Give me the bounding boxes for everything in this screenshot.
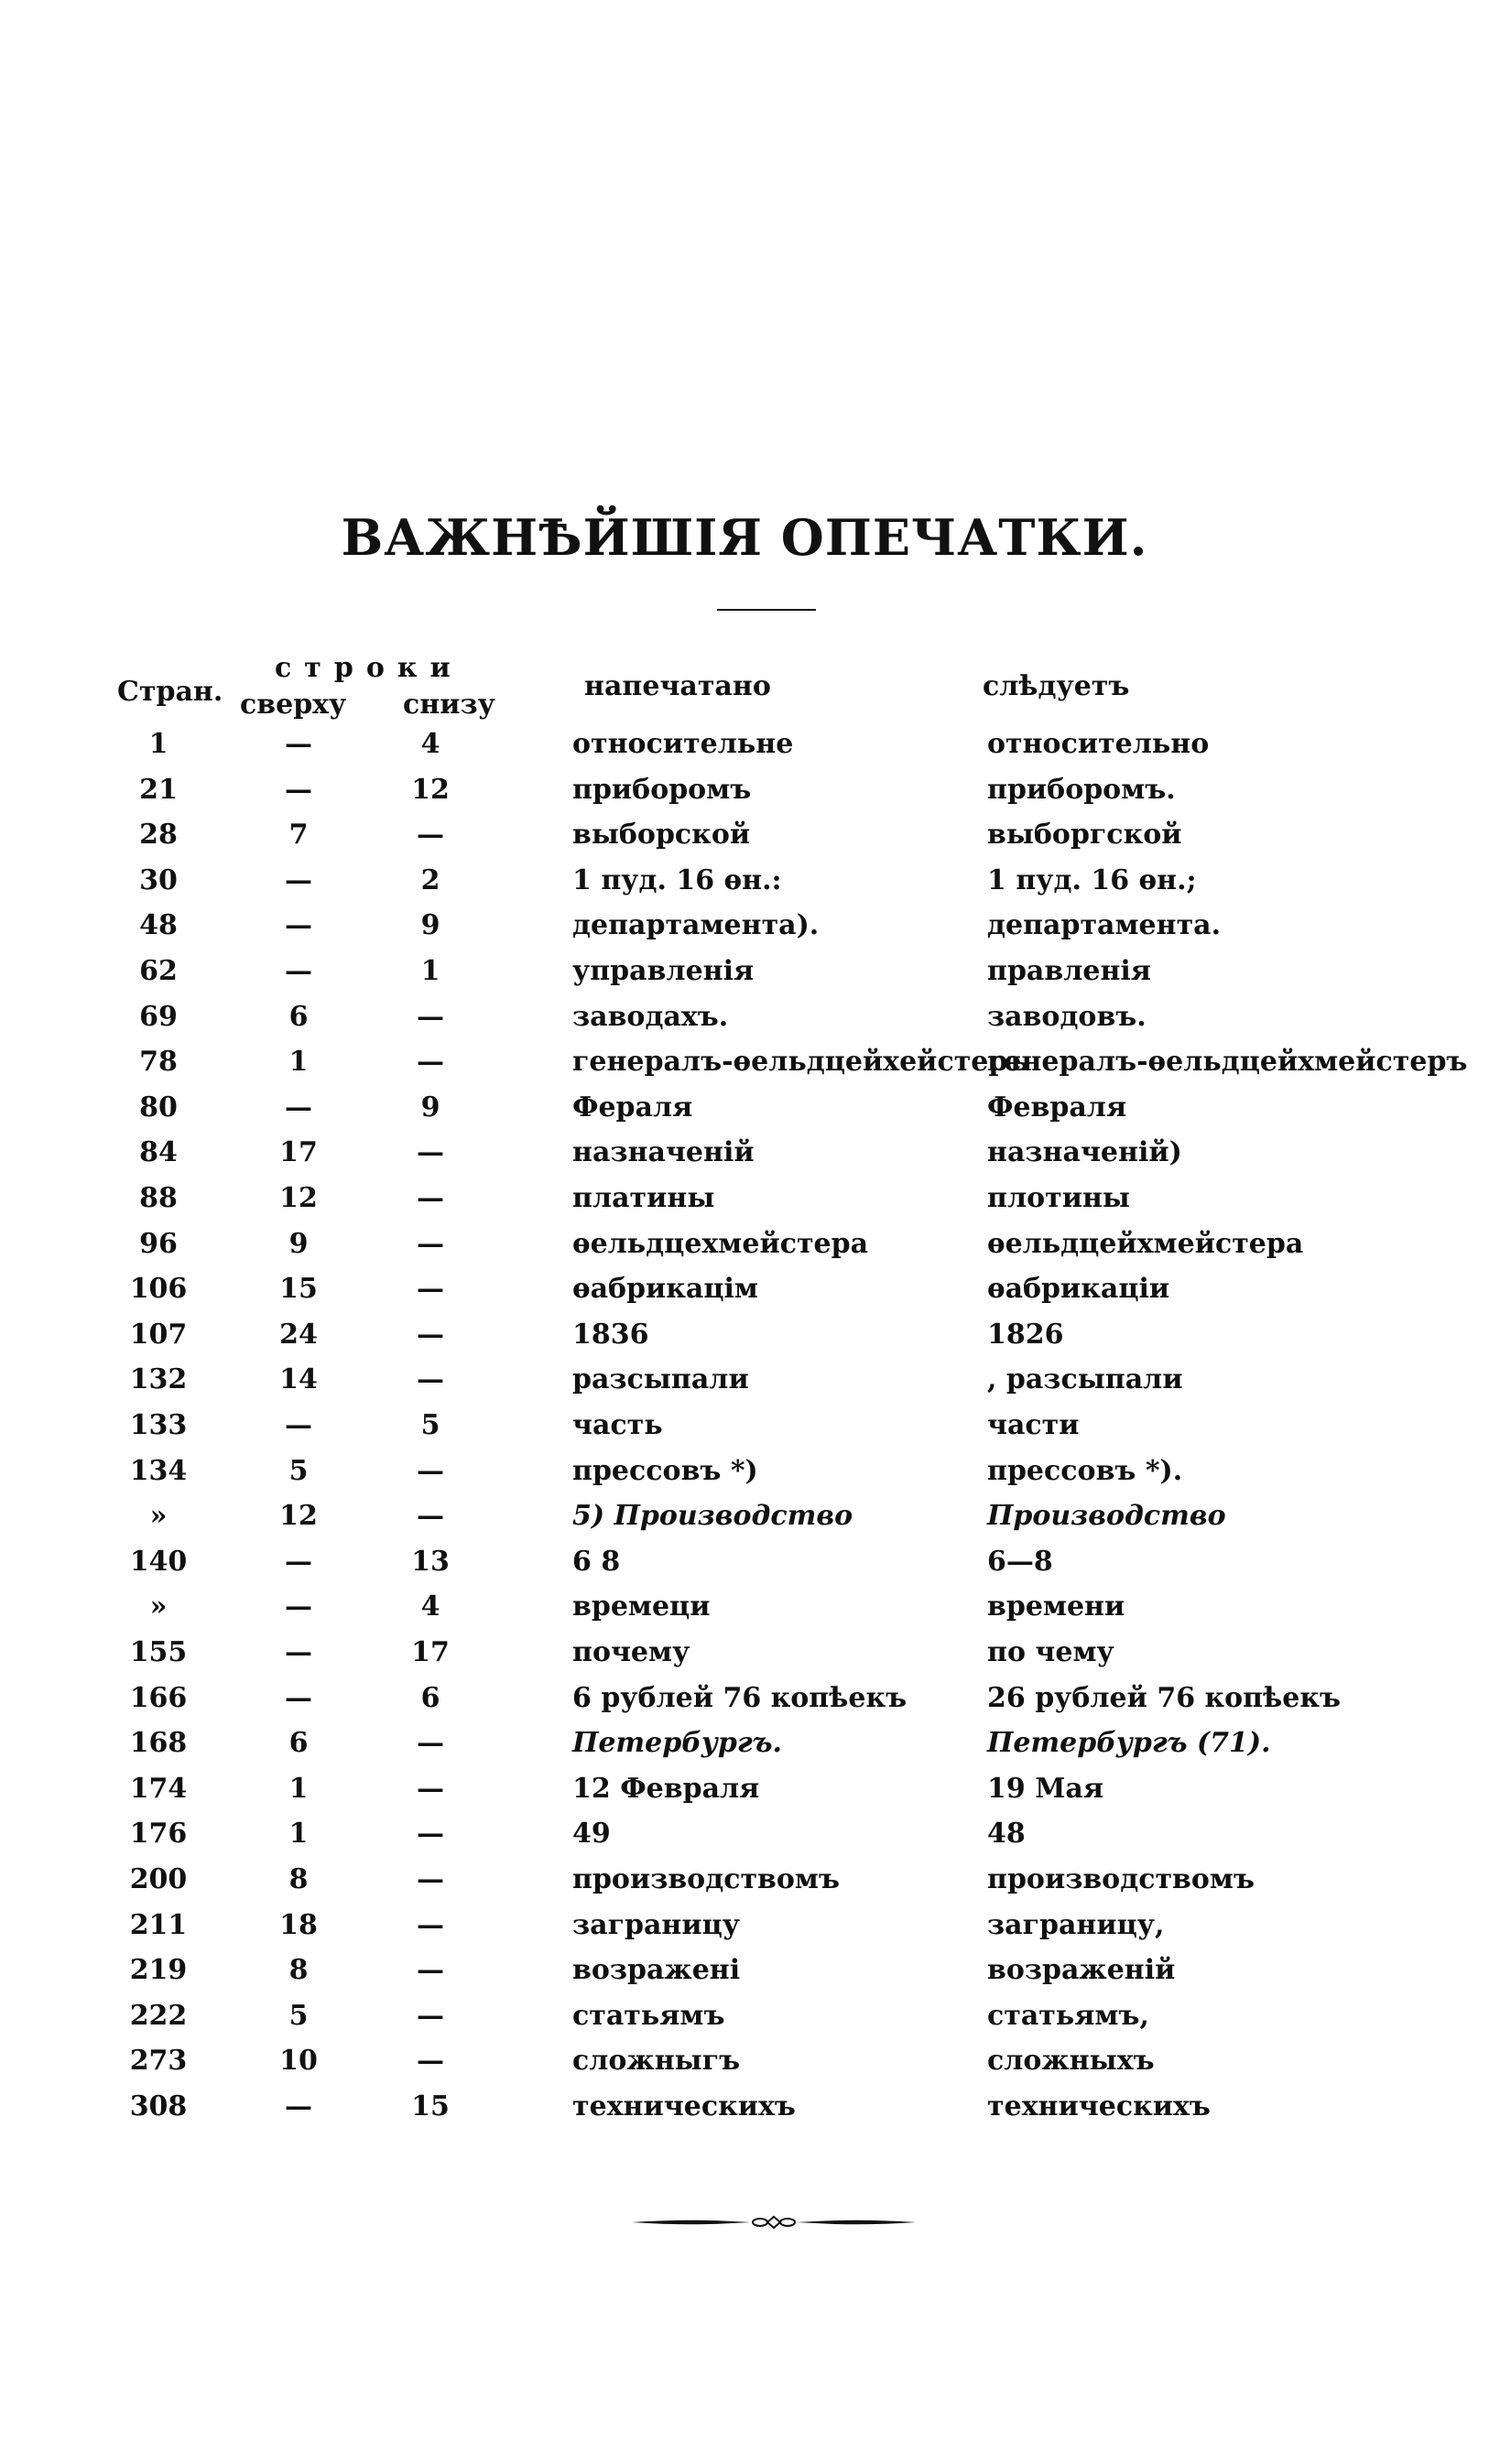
row-page-number: 78 — [139, 1046, 178, 1079]
row-page-number: 133 — [129, 1409, 188, 1441]
row-printed-text: 5) Производство — [572, 1500, 853, 1533]
row-correct-text: 19 Мая — [987, 1772, 1104, 1805]
header-printed: напечатано — [584, 670, 771, 702]
row-line-from-bottom: — — [417, 1727, 444, 1760]
row-line-from-top: — — [285, 955, 312, 987]
row-line-from-top: — — [285, 1409, 312, 1441]
row-printed-text: назначеній — [572, 1136, 755, 1169]
row-printed-text: часть — [572, 1409, 663, 1441]
row-page-number: 96 — [139, 1227, 178, 1260]
errata-row — [0, 1319, 1489, 1361]
row-page-number: 222 — [129, 1999, 188, 2032]
errata-row — [0, 819, 1489, 861]
row-page-number: 132 — [129, 1363, 188, 1396]
row-line-from-bottom: — — [417, 1772, 444, 1805]
row-page-number: 21 — [139, 773, 178, 806]
row-line-from-bottom: 9 — [420, 909, 440, 942]
row-page-number: 166 — [129, 1681, 188, 1714]
row-page-number: 69 — [139, 1000, 178, 1033]
header-from-bottom: снизу — [403, 689, 495, 721]
row-printed-text: генералъ-ѳельдцейхейстеръ — [572, 1046, 1029, 1079]
row-correct-text: заграницу, — [987, 1908, 1165, 1941]
row-page-number: 28 — [139, 819, 178, 852]
ornament-divider — [632, 2213, 916, 2231]
row-line-from-top: 18 — [279, 1908, 318, 1941]
row-page-number: 84 — [139, 1136, 178, 1169]
row-line-from-bottom: — — [417, 1863, 444, 1895]
row-line-from-top: — — [285, 728, 312, 760]
row-correct-text: назначеній) — [987, 1136, 1182, 1169]
errata-row — [0, 1818, 1489, 1860]
row-correct-text: 1 пуд. 16 ѳн.; — [987, 863, 1197, 896]
row-page-number: 62 — [139, 955, 178, 987]
row-printed-text: 49 — [572, 1818, 611, 1851]
errata-row — [0, 1182, 1489, 1224]
row-line-from-top: — — [285, 1091, 312, 1123]
row-correct-text: плотины — [987, 1182, 1130, 1214]
row-correct-text: выборгской — [987, 819, 1182, 852]
row-line-from-top: 1 — [288, 1772, 309, 1805]
row-correct-text: времени — [987, 1590, 1125, 1623]
row-correct-text: правленія — [987, 955, 1151, 987]
row-line-from-bottom: — — [417, 1818, 444, 1851]
errata-row — [0, 2000, 1489, 2042]
row-line-from-bottom: 2 — [420, 863, 440, 896]
row-line-from-top: 12 — [279, 1500, 318, 1533]
row-line-from-bottom: — — [417, 1182, 444, 1214]
row-correct-text: ѳабрикаціи — [987, 1273, 1170, 1306]
errata-row — [0, 1228, 1489, 1270]
row-correct-text: заводовъ. — [987, 1000, 1147, 1033]
row-line-from-top: 24 — [279, 1318, 318, 1351]
row-line-from-top: 7 — [288, 819, 309, 852]
row-printed-text: техническихъ — [572, 2090, 796, 2122]
row-line-from-bottom: 17 — [411, 1636, 450, 1668]
row-line-from-bottom: — — [417, 1999, 444, 2032]
row-line-from-top: — — [285, 863, 312, 896]
row-line-from-top: 10 — [279, 2045, 318, 2078]
row-printed-text: Петербургъ. — [572, 1727, 782, 1760]
errata-row — [0, 1091, 1489, 1134]
row-line-from-bottom: 4 — [420, 728, 440, 760]
row-correct-text: 48 — [987, 1818, 1026, 1851]
row-printed-text: департамента). — [572, 909, 820, 942]
row-printed-text: ѳельдцехмейстера — [572, 1227, 869, 1260]
row-printed-text: относительне — [572, 728, 794, 760]
row-printed-text: прессовъ *) — [572, 1454, 758, 1487]
row-line-from-bottom: — — [417, 1136, 444, 1169]
header-correct: слѣдуетъ — [983, 670, 1130, 702]
row-line-from-top: 1 — [288, 1046, 309, 1079]
errata-row — [0, 1773, 1489, 1815]
errata-row — [0, 2045, 1489, 2087]
row-printed-text: управленія — [572, 955, 755, 987]
row-correct-text: генералъ-ѳельдцейхмейстеръ — [987, 1046, 1468, 1079]
row-line-from-bottom: — — [417, 1046, 444, 1079]
row-line-from-bottom: — — [417, 1454, 444, 1487]
row-printed-text: 1 пуд. 16 ѳн.: — [572, 863, 782, 896]
errata-row — [0, 1682, 1489, 1724]
row-page-number: 174 — [129, 1772, 188, 1805]
row-correct-text: приборомъ. — [987, 773, 1176, 806]
row-line-from-bottom: 1 — [420, 955, 440, 987]
row-page-number: 106 — [129, 1273, 188, 1306]
row-line-from-top: 9 — [288, 1227, 309, 1260]
row-correct-text: департамента. — [987, 909, 1222, 942]
row-line-from-top: 5 — [288, 1454, 309, 1487]
row-line-from-bottom: — — [417, 1908, 444, 1941]
row-line-from-top: — — [285, 1681, 312, 1714]
row-correct-text: возраженій — [987, 1954, 1176, 1987]
row-page-number: 273 — [129, 2045, 188, 2078]
errata-row — [0, 1863, 1489, 1905]
row-line-from-top: 8 — [288, 1863, 309, 1895]
row-printed-text: сложныгъ — [572, 2045, 741, 2078]
row-line-from-top: 15 — [279, 1273, 318, 1306]
row-page-number: 134 — [129, 1454, 188, 1487]
header-from-top: сверху — [240, 689, 347, 721]
row-line-from-bottom: — — [417, 1227, 444, 1260]
row-line-from-top: — — [285, 1590, 312, 1623]
errata-row — [0, 1636, 1489, 1678]
row-correct-text: относительно — [987, 728, 1210, 760]
row-printed-text: приборомъ — [572, 773, 752, 806]
row-page-number: » — [149, 1590, 168, 1623]
row-line-from-top: — — [285, 1636, 312, 1668]
row-page-number: » — [149, 1500, 168, 1533]
row-correct-text: Производство — [987, 1500, 1226, 1533]
row-page-number: 88 — [139, 1182, 178, 1214]
row-correct-text: Петербургъ (71). — [987, 1727, 1271, 1760]
row-printed-text: 6 8 — [572, 1545, 621, 1578]
errata-row — [0, 909, 1489, 951]
errata-row — [0, 774, 1489, 816]
errata-row — [0, 864, 1489, 906]
errata-row — [0, 1455, 1489, 1497]
errata-row — [0, 1136, 1489, 1178]
row-line-from-bottom: — — [417, 1500, 444, 1533]
row-page-number: 1 — [148, 728, 168, 760]
row-page-number: 107 — [129, 1318, 188, 1351]
row-printed-text: статьямъ — [572, 1999, 725, 2032]
row-correct-text: по чему — [987, 1636, 1114, 1668]
row-line-from-top: 5 — [288, 1999, 309, 2032]
row-correct-text: техническихъ — [987, 2090, 1211, 2122]
row-line-from-top: 8 — [288, 1954, 309, 1987]
row-line-from-top: 1 — [288, 1818, 309, 1851]
row-correct-text: производствомъ — [987, 1863, 1255, 1895]
row-correct-text: ѳельдцейхмейстера — [987, 1227, 1304, 1260]
row-page-number: 155 — [129, 1636, 188, 1668]
row-line-from-bottom: — — [417, 1318, 444, 1351]
row-correct-text: сложныхъ — [987, 2045, 1155, 2078]
row-line-from-bottom: 12 — [411, 773, 450, 806]
row-page-number: 219 — [129, 1954, 188, 1987]
errata-row — [0, 1046, 1489, 1088]
row-line-from-bottom: — — [417, 1273, 444, 1306]
row-page-number: 176 — [129, 1818, 188, 1851]
row-line-from-bottom: — — [417, 1954, 444, 1987]
row-line-from-bottom: 15 — [411, 2090, 450, 2122]
row-correct-text: , разсыпали — [987, 1363, 1183, 1396]
row-printed-text: ѳабрикацім — [572, 1273, 758, 1306]
errata-row — [0, 1590, 1489, 1633]
row-page-number: 80 — [139, 1091, 178, 1123]
errata-row — [0, 1546, 1489, 1588]
errata-row — [0, 1001, 1489, 1043]
row-line-from-bottom: 5 — [420, 1409, 440, 1441]
row-printed-text: почему — [572, 1636, 690, 1668]
row-page-number: 211 — [129, 1908, 188, 1941]
row-printed-text: выборской — [572, 819, 751, 852]
row-printed-text: платины — [572, 1182, 715, 1214]
row-correct-text: Февраля — [987, 1091, 1127, 1123]
row-printed-text: производствомъ — [572, 1863, 840, 1895]
row-line-from-bottom: 13 — [411, 1545, 450, 1578]
row-line-from-bottom: — — [417, 819, 444, 852]
row-printed-text: возражені — [572, 1954, 741, 1987]
errata-row — [0, 1273, 1489, 1315]
row-line-from-top: — — [285, 1545, 312, 1578]
row-correct-text: 1826 — [987, 1318, 1064, 1351]
row-printed-text: 6 рублей 76 копѣекъ — [572, 1681, 908, 1714]
row-page-number: 48 — [139, 909, 178, 942]
row-correct-text: 6—8 — [987, 1545, 1053, 1578]
page-title: ВАЖНѢЙШІЯ ОПЕЧАТКИ. — [341, 508, 1148, 567]
row-page-number: 308 — [129, 2090, 188, 2122]
row-line-from-top: — — [285, 909, 312, 942]
row-line-from-top: — — [285, 2090, 312, 2122]
errata-row — [0, 728, 1489, 770]
row-line-from-top: 17 — [279, 1136, 318, 1169]
errata-row — [0, 1954, 1489, 1996]
errata-row — [0, 1409, 1489, 1451]
row-correct-text: статьямъ, — [987, 1999, 1149, 2032]
row-correct-text: части — [987, 1409, 1080, 1441]
title-rule — [717, 609, 816, 611]
row-line-from-bottom: 4 — [420, 1590, 440, 1623]
row-page-number: 30 — [139, 863, 178, 896]
errata-row — [0, 2090, 1489, 2133]
row-line-from-bottom: — — [417, 1000, 444, 1033]
errata-row — [0, 955, 1489, 997]
errata-row — [0, 1500, 1489, 1542]
row-printed-text: заводахъ. — [572, 1000, 729, 1033]
row-printed-text: Фераля — [572, 1091, 693, 1123]
row-line-from-top: 6 — [288, 1727, 309, 1760]
errata-row — [0, 1363, 1489, 1406]
row-printed-text: 1836 — [572, 1318, 649, 1351]
header-page: Стран. — [117, 676, 223, 708]
row-correct-text: прессовъ *). — [987, 1454, 1183, 1487]
errata-row — [0, 1909, 1489, 1951]
row-correct-text: 26 рублей 76 копѣекъ — [987, 1681, 1342, 1714]
row-line-from-bottom: 9 — [420, 1091, 440, 1123]
row-line-from-top: — — [285, 773, 312, 806]
row-printed-text: разсыпали — [572, 1363, 749, 1396]
row-line-from-bottom: — — [417, 1363, 444, 1396]
row-page-number: 200 — [129, 1863, 188, 1895]
row-printed-text: времеци — [572, 1590, 711, 1623]
row-printed-text: заграницу — [572, 1908, 740, 1941]
row-line-from-top: 6 — [288, 1000, 309, 1033]
row-printed-text: 12 Февраля — [572, 1772, 760, 1805]
row-line-from-top: 14 — [279, 1363, 318, 1396]
row-page-number: 140 — [129, 1545, 188, 1578]
errata-row — [0, 1727, 1489, 1769]
row-line-from-top: 12 — [279, 1182, 318, 1214]
row-line-from-bottom: — — [417, 2045, 444, 2078]
header-lines: строки — [275, 652, 463, 684]
row-line-from-bottom: 6 — [420, 1681, 440, 1714]
row-page-number: 168 — [129, 1727, 188, 1760]
